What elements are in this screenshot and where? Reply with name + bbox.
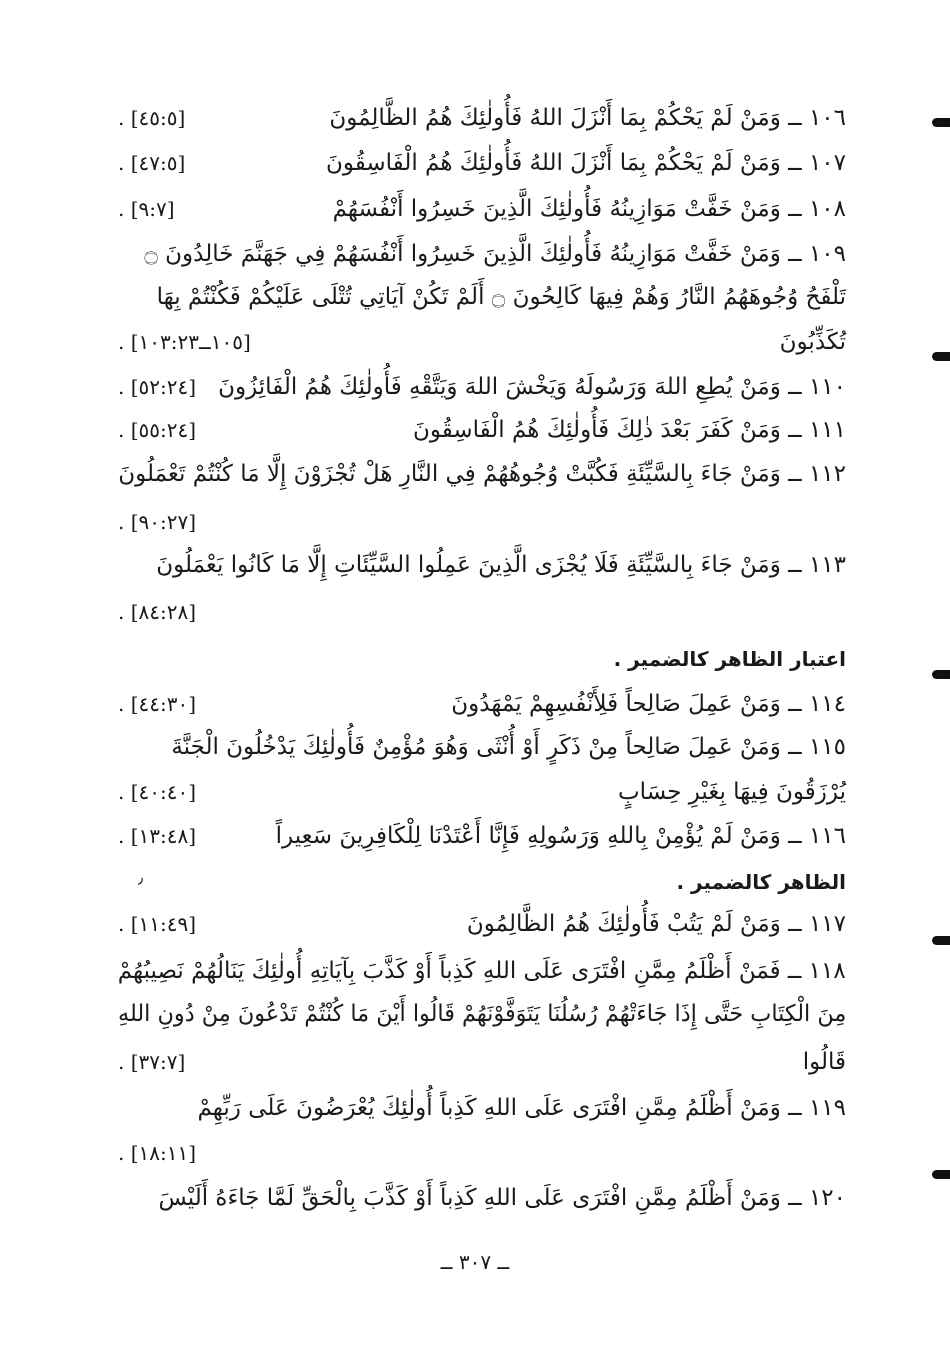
page-number: ــ ٣٠٧ ــ — [440, 1250, 510, 1274]
verse-line — [118, 590, 846, 634]
verse-line — [118, 1176, 846, 1220]
verse-text: ١١٨ ــ فَمَنْ أَظْلَمُ مِمَّنِ افْتَرَى عَلَى اللهِ كَذِباً أَوْ كَذَّبَ بِآيَاتِهِ أُولٰئِكَ يَنَالُهُمْ نَصِيبُهُمْ — [118, 958, 846, 984]
verse-line — [118, 408, 846, 452]
verse-reference: . [١١:٤٩] — [118, 912, 197, 936]
verse-reference: . [٨٤:٢٨] — [118, 600, 197, 624]
section-heading: الظاهر كالضمير . — [676, 870, 846, 894]
margin-mark — [932, 936, 950, 945]
verse-text: يُرْزَقُونَ فِيهَا بِغَيْرِ حِسَابٍ — [618, 779, 846, 805]
verse-line — [118, 1086, 846, 1130]
verse-reference: . [٥٢:٢٤] — [118, 375, 197, 399]
verse-reference: . [٩:٧] — [118, 197, 175, 221]
verse-line — [118, 1131, 846, 1175]
section-heading-line — [118, 637, 846, 681]
verse-line — [118, 814, 846, 858]
verse-line — [118, 232, 846, 276]
verse-text: ١١١ ــ وَمَنْ كَفَرَ بَعْدَ ذٰلِكَ فَأُولٰئِكَ هُمُ الْفَاسِقُونَ — [412, 417, 846, 443]
verse-reference: . [١٨:١١] — [118, 1141, 197, 1165]
verse-line — [118, 320, 846, 364]
verse-line — [118, 770, 846, 814]
verse-line — [118, 275, 846, 319]
verse-text: ١٠٩ ــ وَمَنْ خَفَّتْ مَوَازِينُهُ فَأُولٰئِكَ الَّذِينَ خَسِرُوا أَنْفُسَهُمْ فِي جَهَنَّمَ خَالِدُونَ ۝ — [144, 241, 846, 267]
verse-text: ١١٠ ــ وَمَنْ يُطِعِ اللهَ وَرَسُولَهُ وَيَخْشَ اللهَ وَيَتَّقْهِ فَأُولٰئِكَ هُمُ الْفَائِزُونَ — [218, 374, 846, 400]
verse-line — [118, 949, 846, 993]
verse-text: ١٠٨ ــ وَمَنْ خَفَّتْ مَوَازِينُهُ فَأُولٰئِكَ الَّذِينَ خَسِرُوا أَنْفُسَهُمْ — [332, 196, 846, 222]
verse-reference: . [٤٧:٥] — [118, 151, 186, 175]
verse-line — [118, 543, 846, 587]
verse-reference: . [١٣:٤٨] — [118, 824, 197, 848]
verse-reference: . [٩٠:٢٧] — [118, 510, 197, 534]
verse-text: ١٠٧ ــ وَمَنْ لَمْ يَحْكُمْ بِمَا أَنْزَلَ اللهُ فَأُولٰئِكَ هُمُ الْفَاسِقُونَ — [326, 150, 846, 176]
verse-text: ١١٥ ــ وَمَنْ عَمِلَ صَالِحاً مِنْ ذَكَرٍ أَوْ أُنْثَى وَهُوَ مُؤْمِنٌ فَأُولٰئِكَ يَدْخُلُونَ الْجَنَّةَ — [171, 734, 846, 760]
verse-line — [118, 682, 846, 726]
verse-reference: . [١٠٥ــ١٠٣:٢٣] — [118, 330, 251, 354]
verse-reference: . [٥٥:٢٤] — [118, 418, 197, 442]
section-heading-line — [118, 860, 846, 904]
verse-reference: . [٤٤:٣٠] — [118, 692, 197, 716]
verse-text: مِنَ الْكِتَابِ حَتَّى إِذَا جَاءَتْهُمْ رُسُلُنَا يَتَوَفَّوْنَهُمْ قَالُوا أَيْنَ مَا كُنْتُمْ تَدْعُونَ مِنْ دُونِ اللهِ — [117, 1001, 846, 1027]
verse-line — [118, 992, 846, 1036]
verse-line — [118, 452, 846, 496]
verse-text: ١١٩ ــ وَمَنْ أَظْلَمُ مِمَّنِ افْتَرَى عَلَى اللهِ كَذِباً أُولٰئِكَ يُعْرَضُونَ عَلَى رَبِّهِمْ — [197, 1095, 846, 1121]
verse-text: ١٠٦ ــ وَمَنْ لَمْ يَحْكُمْ بِمَا أَنْزَلَ اللهُ فَأُولٰئِكَ هُمُ الظَّالِمُونَ — [329, 105, 846, 131]
verse-line — [118, 1040, 846, 1084]
verse-line — [118, 500, 846, 544]
verse-text: ١١٣ ــ وَمَنْ جَاءَ بِالسَّيِّئَةِ فَلَا يُجْزَى الَّذِينَ عَمِلُوا السَّيِّئَاتِ إِلَّا مَا كَانُوا يَعْمَلُونَ — [156, 552, 846, 578]
margin-tick: ٫ — [138, 868, 144, 887]
verse-text: ١١٦ ــ وَمَنْ لَمْ يُؤْمِنْ بِاللهِ وَرَسُولِهِ فَإِنَّا أَعْتَدْنَا لِلْكَافِرِينَ سَعِيراً — [275, 823, 846, 849]
verse-text: تَلْفَحُ وُجُوهَهُمُ النَّارُ وَهُمْ فِيهَا كَالِحُونَ ۝ أَلَمْ تَكُنْ آيَاتِي تُتْلَى عَلَيْكُمْ فَكُنْتُمْ بِهَا — [156, 284, 846, 310]
margin-mark — [932, 118, 950, 127]
verse-line — [118, 141, 846, 185]
verse-text: ١١٢ ــ وَمَنْ جَاءَ بِالسَّيِّئَةِ فَكُبَّتْ وُجُوهُهُمْ فِي النَّارِ هَلْ تُجْزَوْنَ إِلَّا مَا كُنْتُمْ تَعْمَلُونَ — [118, 461, 846, 487]
verse-reference: . [٤٠:٤٠] — [118, 780, 197, 804]
margin-mark — [932, 1170, 950, 1179]
verse-text: ١١٤ ــ وَمَنْ عَمِلَ صَالِحاً فَلِأَنْفُسِهِمْ يَمْهَدُونَ — [451, 691, 846, 717]
verse-reference: . [٣٧:٧] — [118, 1050, 186, 1074]
verse-line — [118, 96, 846, 140]
margin-mark — [932, 352, 950, 361]
margin-mark — [932, 670, 950, 679]
verse-line — [118, 187, 846, 231]
verse-text: ١٢٠ ــ وَمَنْ أَظْلَمُ مِمَّنِ افْتَرَى عَلَى اللهِ كَذِباً أَوْ كَذَّبَ بِالْحَقِّ لَمَّا جَاءَهُ أَلَيْسَ — [158, 1185, 846, 1211]
verse-text: تُكَذِّبُونَ — [779, 329, 846, 355]
verse-reference: . [٤٥:٥] — [118, 106, 186, 130]
verse-line — [118, 725, 846, 769]
verse-line — [118, 365, 846, 409]
verse-line — [118, 902, 846, 946]
verse-text: ١١٧ ــ وَمَنْ لَمْ يَتُبْ فَأُولٰئِكَ هُمُ الظَّالِمُونَ — [466, 911, 846, 937]
verse-text: قَالُوا — [802, 1049, 846, 1075]
section-heading: اعتبار الظاهر كالضمير . — [613, 647, 846, 671]
